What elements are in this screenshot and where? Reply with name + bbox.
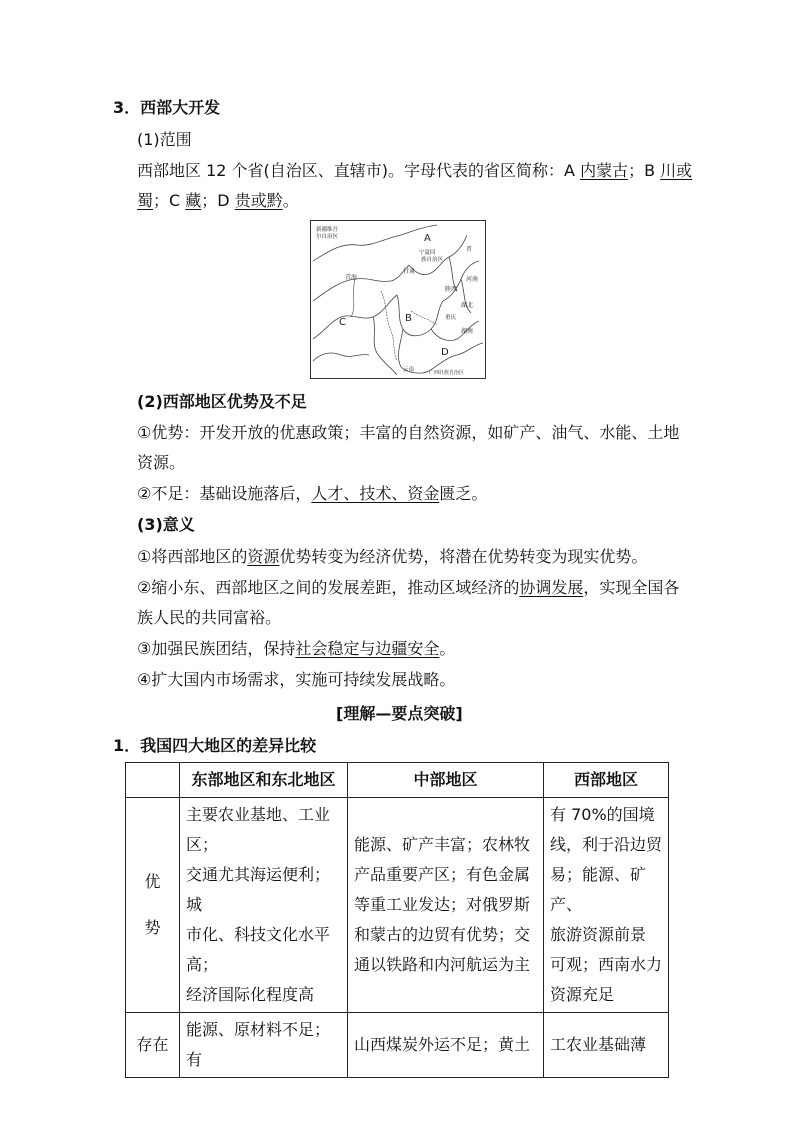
boundary-line xyxy=(313,295,397,339)
significance-1-post: 优势转变为经济优势，将潜在优势转变为现实优势。 xyxy=(279,547,648,566)
answer-a: 内蒙古 xyxy=(580,161,629,180)
answer-c: 藏 xyxy=(185,191,202,210)
table-row-problems xyxy=(126,1013,669,1078)
map-label-guangxi: 广西壮族自治区 xyxy=(429,370,465,376)
shortcoming-post: 匮乏。 xyxy=(439,484,488,503)
map-label-xinjiang-1: 新疆维吾 xyxy=(316,227,339,233)
shortcoming-answer: 人才、技术、资金 xyxy=(311,484,440,503)
row-label-char: 优 xyxy=(144,872,161,891)
boundary-line xyxy=(351,279,355,317)
map-label-b: B xyxy=(405,313,412,324)
cell-line: 经济国际化程度高 xyxy=(186,985,315,1004)
boundary-line xyxy=(397,295,443,336)
answer-d: 贵或黔 xyxy=(234,191,283,210)
scope-end: 。 xyxy=(282,191,299,210)
answer-b-part2: 蜀 xyxy=(137,191,154,210)
map-label-ningxia-1: 宁夏回 xyxy=(419,250,436,256)
boundary-line xyxy=(373,317,397,375)
map-label-shaanxi: 陕西 xyxy=(445,286,458,293)
map-label-ningxia-2: 族自治区 xyxy=(421,257,444,263)
row-label-problems: 存在 xyxy=(126,1013,180,1078)
cell-line: 和蒙古的边贸有优势；交 xyxy=(354,925,531,944)
table-header-row xyxy=(126,763,669,798)
map-label-shanxi-jin: 晋 xyxy=(466,246,473,253)
table-header-west: 西部地区 xyxy=(544,763,669,798)
significance-2-line2: 族人民的共同富裕。 xyxy=(137,608,282,627)
section-heading: 3．西部大开发 xyxy=(113,98,221,117)
shortcoming-line xyxy=(137,481,487,507)
map-label-a: A xyxy=(424,233,431,244)
cell-line: 资源充足 xyxy=(550,985,615,1004)
scope-text-a: 西部地区 12 个省(自治区、直辖市)。字母代表的省区简称：A xyxy=(137,161,581,180)
boundary-line xyxy=(409,235,467,275)
map-label-gansu: 甘肃 xyxy=(403,268,416,275)
cell-line: 线，利于沿边贸 xyxy=(550,835,663,854)
scope-text-d: ；D xyxy=(201,191,235,210)
cell-line: 市化、科技文化水平高； xyxy=(186,925,331,974)
cell-line: 主要农业基地、工业区； xyxy=(186,805,331,854)
answer-b-part1: 川或 xyxy=(660,161,693,180)
region-comparison-table xyxy=(125,762,669,1078)
cell-east-advantages xyxy=(180,798,348,1013)
significance-3 xyxy=(137,636,455,662)
cell-line: 能源、矿产丰富；农林牧 xyxy=(354,835,531,854)
coast-line xyxy=(313,353,369,361)
cell-line: 易；能源、矿产、 xyxy=(550,865,647,914)
scope-text-b: ；B xyxy=(628,161,661,180)
cell-west-problems: 工农业基础薄 xyxy=(544,1013,669,1078)
map-label-xinjiang-2: 尔自治区 xyxy=(316,234,339,240)
scope-paragraph-line2 xyxy=(137,188,299,214)
cell-central-problems: 山西煤炭外运不足；黄土 xyxy=(348,1013,544,1078)
river-line xyxy=(381,291,397,361)
cell-east-problems: 能源、原材料不足；有 xyxy=(180,1013,348,1078)
significance-4: ④扩大国内市场需求，实施可持续发展战略。 xyxy=(137,670,456,689)
advantage-line2: 资源。 xyxy=(137,453,186,472)
cell-line: 通以铁路和内河航运为主 xyxy=(354,955,531,974)
map-label-henan: 河南 xyxy=(466,276,479,283)
significance-2-answer: 协调发展 xyxy=(519,578,584,597)
map-label-c: C xyxy=(339,317,346,328)
understand-heading: [理解—要点突破] xyxy=(336,704,463,723)
scope-title: (1)范围 xyxy=(137,130,192,149)
cell-line: 有 70%的国境 xyxy=(550,805,655,824)
cell-central-advantages xyxy=(348,798,544,1013)
map-label-d: D xyxy=(441,347,449,358)
western-region-map xyxy=(310,220,486,379)
cell-line: 等重工业发达；对俄罗斯 xyxy=(354,895,531,914)
significance-3-answer: 社会稳定与边疆安全 xyxy=(295,639,440,658)
comparison-heading: 1．我国四大地区的差异比较 xyxy=(113,736,317,755)
significance-1-pre: ①将西部地区的 xyxy=(137,547,248,566)
map-svg xyxy=(311,221,485,378)
scope-text-c: ；C xyxy=(153,191,186,210)
map-label-chongqing: 重庆 xyxy=(445,315,457,321)
map-label-hubei: 湖北 xyxy=(461,302,474,309)
boundary-line xyxy=(313,265,409,301)
table-row-advantages xyxy=(126,798,669,1013)
cell-line: 可观；西南水力 xyxy=(550,955,663,974)
cell-line: 交通尤其海运便利；城 xyxy=(186,865,331,914)
cell-line: 产品重要产区；有色金属 xyxy=(354,865,531,884)
table-header-east: 东部地区和东北地区 xyxy=(180,763,348,798)
significance-2 xyxy=(137,575,679,601)
map-label-hunan: 湖南 xyxy=(461,328,474,335)
row-label-char: 势 xyxy=(144,918,161,937)
table-header-corner xyxy=(126,763,180,798)
scope-paragraph-line1 xyxy=(137,158,692,184)
significance-2-post: ，实现全国各 xyxy=(583,578,680,597)
advantages-title: (2)西部地区优势及不足 xyxy=(137,392,307,411)
table-header-central: 中部地区 xyxy=(348,763,544,798)
shortcoming-pre: ②不足：基础设施落后， xyxy=(137,484,312,503)
cell-line: 旅游资源前景 xyxy=(550,925,647,944)
cell-west-advantages xyxy=(544,798,669,1013)
significance-3-post: 。 xyxy=(439,639,456,658)
river-line xyxy=(411,311,437,325)
significance-2-pre: ②缩小东、西部地区之间的发展差距，推动区域经济的 xyxy=(137,578,520,597)
map-label-qinghai: 青海 xyxy=(345,274,358,281)
advantage-line1: ①优势：开发开放的优惠政策；丰富的自然资源，如矿产、油气、水能、土地 xyxy=(137,423,680,442)
significance-1 xyxy=(137,544,647,570)
map-label-yunnan: 云南 xyxy=(403,367,415,373)
row-label-advantages xyxy=(126,798,180,1013)
significance-1-answer: 资源 xyxy=(247,547,280,566)
boundary-line xyxy=(429,343,483,371)
significance-3-pre: ③加强民族团结，保持 xyxy=(137,639,296,658)
significance-title: (3)意义 xyxy=(137,515,195,534)
